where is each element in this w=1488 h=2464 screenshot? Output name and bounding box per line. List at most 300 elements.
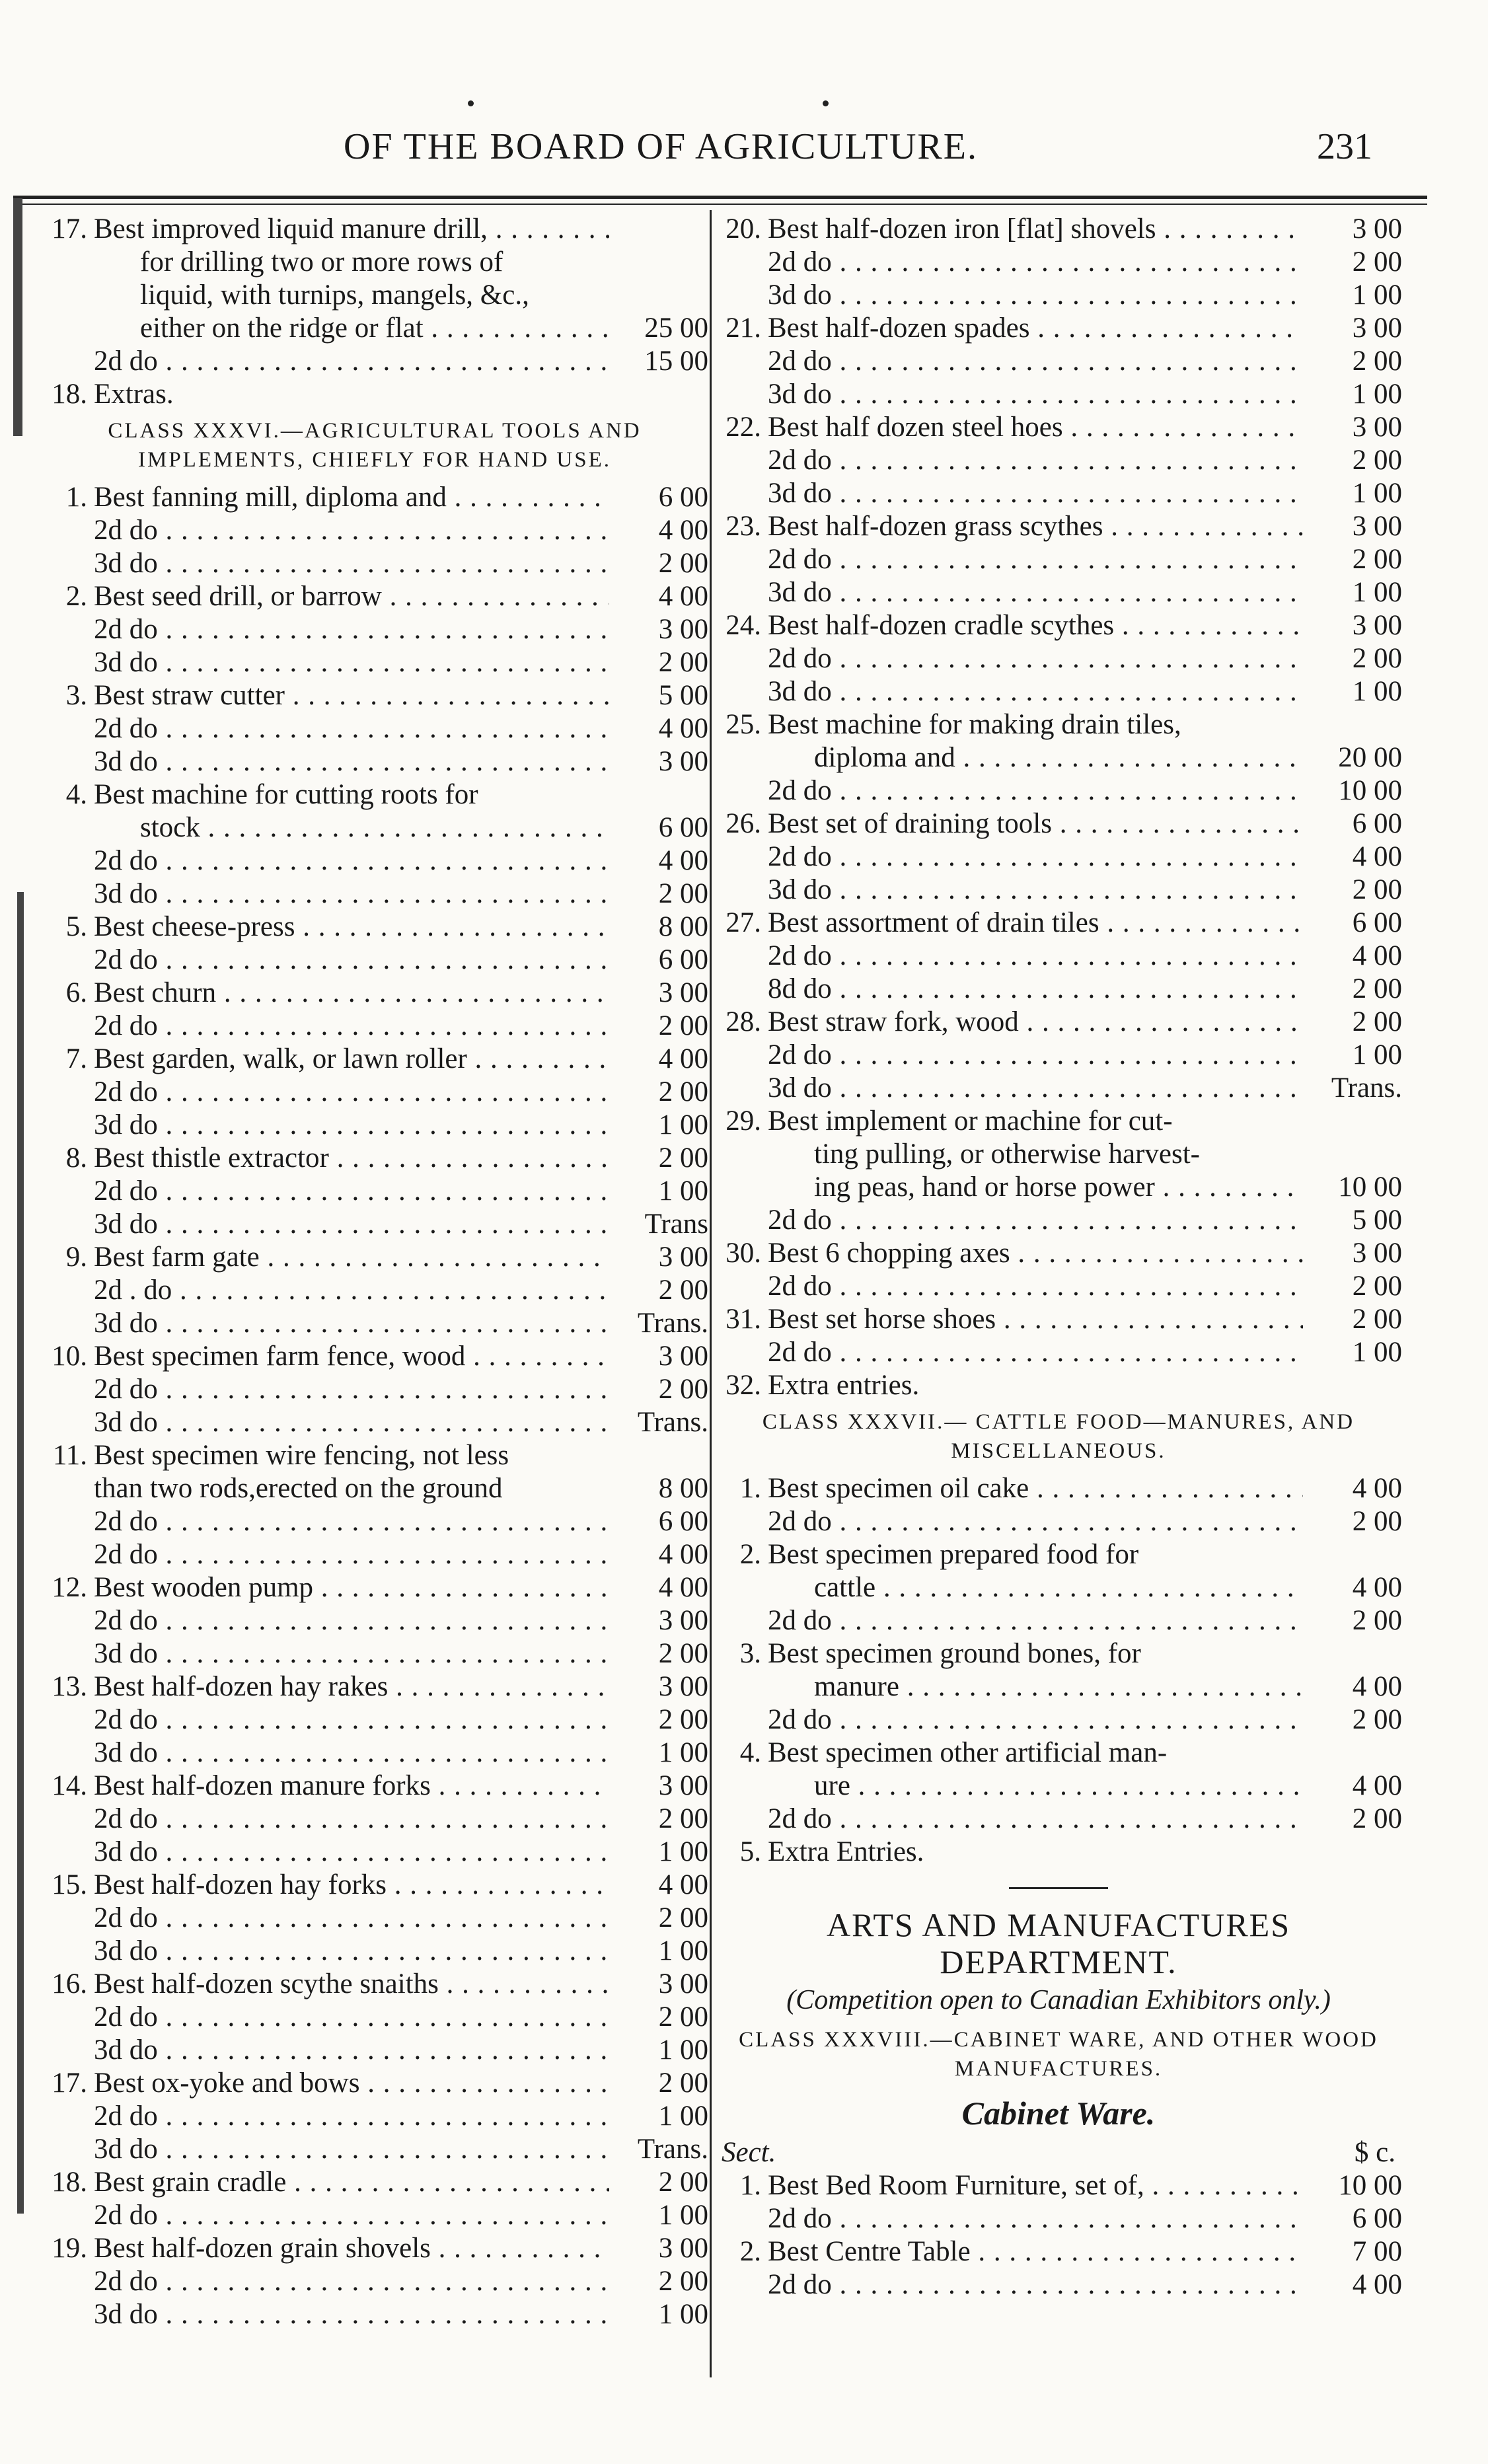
prize-list-entry (41, 1307, 708, 1340)
entry-description: 2d do . . . (94, 1703, 609, 1736)
prize-list-entry (715, 1472, 1402, 1505)
entry-description: 3d do . . . (94, 1736, 609, 1770)
entry-description: Best Centre Table . . . (768, 2235, 1303, 2268)
prize-list-entry (41, 844, 708, 877)
entry-prize: 2 00 (658, 2167, 708, 2198)
prize-list-entry (715, 1803, 1402, 1836)
entry-prize: 2 00 (1352, 1506, 1402, 1537)
prize-list-entry (41, 1076, 708, 1109)
entry-description: 2d do . . . (768, 1270, 1303, 1303)
entry-description: 3d do . . . (94, 1109, 609, 1142)
prize-list-entry (41, 213, 708, 246)
prize-list-entry (715, 807, 1402, 840)
entry-description: 2d . do . . . (94, 1274, 609, 1307)
prize-list-entry (715, 1637, 1402, 1670)
entry-prize: 2 00 (658, 1803, 708, 1834)
prize-list-entry (41, 580, 708, 613)
prize-list-entry (41, 1043, 708, 1076)
prize-list-entry (41, 778, 708, 811)
entry-description: Best 6 chopping axes . . . (768, 1237, 1303, 1270)
entry-description: 2d do . . . (768, 1505, 1303, 1538)
prize-list-entry (715, 1770, 1402, 1803)
entry-description: liquid, with turnips, mangels, &c., (140, 280, 529, 311)
prize-list-entry (715, 2235, 1402, 2268)
prize-list-entry (41, 481, 708, 514)
entry-prize: 1 00 (658, 1109, 708, 1140)
prize-list-entry (41, 1208, 708, 1241)
entry-description: Best cheese-press . . . (94, 911, 609, 944)
entry-description: Extra Entries. (768, 1836, 924, 1867)
entry-prize: 1 00 (1352, 676, 1402, 707)
entry-description: 2d do . . . (94, 2100, 609, 2133)
entry-prize: 4 00 (1352, 1770, 1402, 1801)
entry-description: 2d do . . . (94, 1604, 609, 1637)
entry-description: Best half-dozen scythe snaiths . . . (94, 1968, 609, 2001)
prize-list-entry (41, 2199, 708, 2232)
entry-number: 12. (52, 1572, 87, 1603)
entry-number: 4. (739, 1737, 761, 1768)
entry-number: 17. (52, 2068, 87, 2099)
entry-description: Best half-dozen spades . . . (768, 312, 1303, 345)
entry-number: 1. (739, 1473, 761, 1504)
entry-prize: 6 00 (658, 1506, 708, 1537)
entry-description: Best Bed Room Furniture, set of, . . . (768, 2169, 1303, 2202)
prize-list-entry (41, 1472, 708, 1505)
entry-description: 2d do . . . (768, 642, 1303, 675)
prize-list-entry (41, 345, 708, 378)
prize-list-entry (41, 1836, 708, 1869)
entry-description: ting pulling, or otherwise harvest- (814, 1139, 1200, 1170)
prize-list-entry (41, 1670, 708, 1703)
prize-list-entry (41, 1175, 708, 1208)
entry-prize: 2 00 (1352, 1704, 1402, 1735)
prize-list-entry (715, 1505, 1402, 1538)
prize-list-entry (41, 1142, 708, 1175)
running-header: OF THE BOARD OF AGRICULTURE. (344, 126, 978, 167)
entry-prize: 6 00 (1352, 808, 1402, 839)
entry-prize: 1 00 (658, 1737, 708, 1768)
prize-list-entry (715, 1105, 1402, 1138)
entry-prize: 2 00 (1352, 544, 1402, 575)
entry-prize: 3 00 (658, 746, 708, 777)
entry-description: Best specimen other artificial man- (768, 1737, 1168, 1768)
prize-list-entry (41, 547, 708, 580)
column-divider (710, 210, 712, 2377)
entry-description: Best straw fork, wood . . . (768, 1006, 1303, 1039)
prize-list-entry (715, 1736, 1402, 1770)
entry-prize: 2 00 (658, 1374, 708, 1405)
entry-description: 2d do . . . (94, 1902, 609, 1935)
entry-number: 3. (65, 680, 87, 711)
prize-list-entry (41, 1538, 708, 1571)
entry-prize: 3 00 (1352, 313, 1402, 344)
entry-prize: 6 00 (1352, 907, 1402, 938)
entry-number: 2. (739, 1539, 761, 1570)
entry-description: 3d do . . . (768, 675, 1303, 708)
entry-prize: 2 00 (1352, 874, 1402, 905)
prize-list-entry (715, 543, 1402, 576)
entry-prize: 2 00 (1352, 643, 1402, 674)
entry-prize: 2 00 (1352, 1271, 1402, 1302)
entry-prize: 6 00 (658, 944, 708, 975)
prize-list-entry (715, 477, 1402, 510)
entry-prize: 10 00 (1338, 1172, 1402, 1203)
prize-list-entry (715, 1604, 1402, 1637)
entry-description: 2d do . . . (768, 1703, 1303, 1736)
entry-number: 2. (739, 2236, 761, 2267)
entry-number: 14. (52, 1770, 87, 1801)
entry-description: 3d do . . . (94, 2298, 609, 2331)
entry-prize: 3 00 (1352, 412, 1402, 443)
entry-prize: 4 00 (1352, 2269, 1402, 2300)
entry-description: 2d do . . . (94, 1803, 609, 1836)
entry-prize: 4 00 (1352, 1671, 1402, 1702)
prize-list-entry (41, 977, 708, 1010)
prize-list-entry (715, 1138, 1402, 1171)
prize-list-entry (41, 1770, 708, 1803)
entry-prize: 8 00 (658, 911, 708, 942)
entry-prize: 1 00 (658, 1176, 708, 1207)
entry-description: 3d do . . . (94, 1307, 609, 1340)
entry-prize: 1 00 (1352, 280, 1402, 311)
entry-number: 22. (725, 412, 761, 443)
entry-description: 2d do . . . (94, 2001, 609, 2034)
entry-description: Extras. (94, 379, 174, 410)
entry-number: 21. (725, 313, 761, 344)
entry-prize: 8 00 (658, 1473, 708, 1504)
entry-description: Best specimen prepared food for (768, 1539, 1139, 1570)
prize-list-entry (41, 2100, 708, 2133)
entry-prize: 1 00 (658, 2200, 708, 2231)
entry-description: either on the ridge or flat . . . (94, 312, 609, 345)
prize-list-entry (41, 2232, 708, 2265)
entry-prize: 2 00 (658, 1638, 708, 1669)
entry-description: Best set of draining tools . . . (768, 807, 1303, 840)
entry-prize: 1 00 (658, 2101, 708, 2132)
entry-prize: Trans. (1331, 1072, 1402, 1103)
entry-prize: 3 00 (658, 2233, 708, 2264)
prize-list-entry (715, 576, 1402, 609)
entry-description: 2d do . . . (94, 613, 609, 646)
prize-list-entry (41, 811, 708, 844)
entry-description: Best half-dozen hay forks . . . (94, 1869, 609, 1902)
prize-list-entry (41, 1439, 708, 1472)
entry-description: 3d do . . . (94, 1406, 609, 1439)
entry-number: 2. (65, 581, 87, 612)
prize-list-entry (715, 1538, 1402, 1571)
prize-list-entry (41, 279, 708, 312)
entry-number: 5. (65, 911, 87, 942)
entry-prize: 2 00 (658, 878, 708, 909)
prize-list-entry (41, 877, 708, 911)
prize-list-entry (715, 378, 1402, 411)
entry-description: 2d do . . . (768, 1039, 1303, 1072)
entry-number: 23. (725, 511, 761, 542)
entry-prize: 4 00 (658, 845, 708, 876)
entry-prize: Trans. (637, 1308, 708, 1339)
entry-description: Best improved liquid manure drill, . . . (94, 213, 609, 246)
entry-description: 3d do . . . (94, 1836, 609, 1869)
entry-prize: 3 00 (658, 1671, 708, 1702)
right-column (715, 213, 1402, 2301)
entry-description: 3d do . . . (768, 576, 1303, 609)
entry-description: 3d do . . . (94, 2133, 609, 2166)
entry-prize: 3 00 (658, 1242, 708, 1273)
prize-list-entry (41, 944, 708, 977)
entry-prize: 2 00 (658, 1010, 708, 1041)
entry-description: than two rods,erected on the ground (94, 1473, 503, 1504)
entry-description: 3d do . . . (768, 1072, 1303, 1105)
prize-list-entry (41, 1340, 708, 1373)
section-subheading: Cabinet Ware. (961, 2095, 1156, 2132)
entry-description: 2d do . . . (768, 2202, 1303, 2235)
entry-description: 2d do . . . (94, 1373, 609, 1406)
entry-description: 2d do . . . (768, 940, 1303, 973)
entry-description: Best ox-yoke and bows . . . (94, 2067, 609, 2100)
prize-list-entry (715, 1072, 1402, 1105)
entry-prize: 20 00 (1338, 742, 1402, 773)
entry-prize: 4 00 (658, 1043, 708, 1074)
entry-prize: 2 00 (1352, 346, 1402, 377)
entry-prize: 4 00 (658, 1539, 708, 1570)
prize-list-entry (715, 1039, 1402, 1072)
entry-prize: 4 00 (1352, 940, 1402, 971)
entry-prize: 4 00 (658, 713, 708, 744)
entry-prize: Trans. (637, 1407, 708, 1438)
entry-description: diploma and . . . (768, 741, 1303, 774)
entry-description: for drilling two or more rows of (140, 246, 503, 278)
prize-list-entry (715, 1006, 1402, 1039)
prize-list-entry (715, 1369, 1402, 1402)
entry-number: 32. (725, 1370, 761, 1401)
entry-prize: 2 00 (658, 1704, 708, 1735)
entry-description: Best half-dozen cradle scythes . . . (768, 609, 1303, 642)
entry-description: 3d do . . . (94, 1935, 609, 1968)
prize-list-entry (41, 312, 708, 345)
prize-list-entry (41, 911, 708, 944)
class-heading: CLASS XXXVIII.—CABINET WARE, AND OTHER WOOD MANUFACTURES. (739, 2028, 1378, 2081)
entry-number: 20. (725, 213, 761, 244)
prize-list-entry (715, 642, 1402, 675)
prize-list-entry (715, 675, 1402, 708)
entry-number: 7. (65, 1043, 87, 1074)
prize-list-entry (715, 1336, 1402, 1369)
entry-description: 3d do . . . (768, 874, 1303, 907)
prize-list-entry (41, 2166, 708, 2199)
entry-prize: 2 00 (1352, 445, 1402, 476)
entry-description: Best wooden pump . . . (94, 1571, 609, 1604)
entry-description: Best thistle extractor . . . (94, 1142, 609, 1175)
entry-number: 19. (52, 2233, 87, 2264)
entry-description: Best implement or machine for cut- (768, 1105, 1173, 1137)
entry-prize: 2 00 (1352, 1304, 1402, 1335)
entry-number: 3. (739, 1638, 761, 1669)
entry-prize: 2 00 (658, 1142, 708, 1174)
entry-description: 2d do . . . (94, 514, 609, 547)
entry-prize: 1 00 (658, 2299, 708, 2330)
entry-description: 2d do . . . (768, 1604, 1303, 1637)
prize-list-entry (715, 1571, 1402, 1604)
entry-prize: 6 00 (1352, 2203, 1402, 2234)
prize-list-entry (715, 1204, 1402, 1237)
prize-list-entry (715, 1270, 1402, 1303)
entry-prize: 3 00 (1352, 213, 1402, 244)
entry-prize: 3 00 (658, 1605, 708, 1636)
entry-prize: 2 00 (658, 548, 708, 579)
prize-list-entry (41, 1406, 708, 1439)
entry-description: 3d do . . . (94, 646, 609, 679)
entry-prize: 1 00 (1352, 1337, 1402, 1368)
page-number: 231 (1317, 126, 1372, 167)
entry-number: 27. (725, 907, 761, 938)
entry-prize: 2 00 (658, 2266, 708, 2297)
entry-description: Best assortment of drain tiles . . . (768, 907, 1303, 940)
entry-number: 9. (65, 1242, 87, 1273)
entry-prize: 4 00 (1352, 1572, 1402, 1603)
entry-description: 3d do . . . (94, 1208, 609, 1241)
entry-description: Best specimen ground bones, for (768, 1638, 1141, 1669)
entry-description: 3d do . . . (94, 1637, 609, 1670)
prize-list-entry (41, 679, 708, 712)
prize-list-entry (41, 1935, 708, 1968)
prize-list-entry (715, 1237, 1402, 1270)
entry-prize: 3 00 (658, 614, 708, 645)
header-rule (13, 196, 1427, 199)
prize-list-entry (41, 712, 708, 745)
entry-prize: 10 00 (1338, 2170, 1402, 2201)
entry-description: 2d do . . . (94, 712, 609, 745)
prize-list-entry (41, 246, 708, 279)
entry-prize: 6 00 (658, 482, 708, 513)
prize-list-entry (41, 745, 708, 778)
entry-description: 3d do . . . (768, 477, 1303, 510)
entry-description: 3d do . . . (768, 378, 1303, 411)
entry-description: stock . . . (94, 811, 609, 844)
entry-prize: 1 00 (1352, 1039, 1402, 1070)
entry-description: 2d do . . . (94, 345, 609, 378)
entry-description: 2d do . . . (768, 1204, 1303, 1237)
class-heading: CLASS XXXVI.—AGRICULTURAL TOOLS AND IMPLEMENTS, CHIEFLY FOR HAND USE. (108, 419, 642, 472)
prize-list-entry (715, 213, 1402, 246)
entry-prize: 1 00 (658, 2035, 708, 2066)
entry-prize: 2 00 (1352, 973, 1402, 1004)
entry-number: 25. (725, 709, 761, 740)
entry-description: Extra entries. (768, 1370, 920, 1401)
entry-description: 3d do . . . (94, 547, 609, 580)
prize-list-entry (41, 1736, 708, 1770)
prize-list-entry (41, 2034, 708, 2067)
prize-list-entry (715, 1171, 1402, 1204)
entry-description: 2d do . . . (768, 543, 1303, 576)
prize-list-entry (41, 1274, 708, 1307)
entry-description: 2d do . . . (94, 1010, 609, 1043)
prize-list-entry (715, 345, 1402, 378)
entry-prize: 25 00 (644, 313, 708, 344)
entry-description: Best set horse shoes . . . (768, 1303, 1303, 1336)
prize-list-entry (41, 2265, 708, 2298)
entry-number: 13. (52, 1671, 87, 1702)
entry-prize: 1 00 (1352, 577, 1402, 608)
entry-description: Best machine for making drain tiles, (768, 709, 1181, 740)
prize-list-entry (41, 1109, 708, 1142)
entry-description: Best garden, walk, or lawn roller . . . (94, 1043, 609, 1076)
entry-number: 10. (52, 1341, 87, 1372)
entry-prize: 6 00 (658, 812, 708, 843)
entry-prize: 15 00 (644, 346, 708, 377)
entry-number: 1. (65, 482, 87, 513)
sect-label: Sect. (722, 2137, 776, 2168)
entry-number: 28. (725, 1006, 761, 1037)
prize-list-entry (715, 246, 1402, 279)
entry-prize: 4 00 (658, 1572, 708, 1603)
entry-description: 2d do . . . (768, 840, 1303, 874)
entry-number: 15. (52, 1869, 87, 1900)
prize-list-entry (715, 741, 1402, 774)
prize-list-entry (41, 1505, 708, 1538)
entry-number: 30. (725, 1238, 761, 1269)
entry-prize: 2 00 (658, 2001, 708, 2033)
prize-list-entry (41, 1373, 708, 1406)
section-divider (1009, 1887, 1108, 1889)
entry-prize: 4 00 (658, 1869, 708, 1900)
entry-description: 2d do . . . (94, 1175, 609, 1208)
entry-prize: 3 00 (1352, 1238, 1402, 1269)
prize-list-entry (41, 2133, 708, 2166)
prize-list-entry (715, 708, 1402, 741)
prize-list-entry (41, 1637, 708, 1670)
prize-list-entry (41, 1869, 708, 1902)
entry-prize: 3 00 (658, 1770, 708, 1801)
entry-description: Best machine for cutting roots for (94, 779, 478, 810)
entry-description: 2d do . . . (768, 1336, 1303, 1369)
prize-list-entry (715, 510, 1402, 543)
prize-list-entry (41, 1604, 708, 1637)
entry-description: Best farm gate . . . (94, 1241, 609, 1274)
prize-list-entry (41, 646, 708, 679)
prize-list-entry (41, 514, 708, 547)
entry-description: manure . . . (768, 1670, 1303, 1703)
entry-number: 31. (725, 1304, 761, 1335)
prize-list-entry (41, 1241, 708, 1274)
entry-description: Best specimen farm fence, wood . . . (94, 1340, 609, 1373)
entry-number: 17. (52, 213, 87, 244)
entry-description: 3d do . . . (768, 279, 1303, 312)
entry-description: ure . . . (768, 1770, 1303, 1803)
entry-prize: 1 00 (1352, 379, 1402, 410)
entry-prize: 2 00 (658, 1275, 708, 1306)
entry-prize: 2 00 (658, 1076, 708, 1107)
entry-number: 11. (52, 1440, 87, 1471)
prize-list-entry (715, 444, 1402, 477)
entry-prize: 4 00 (1352, 841, 1402, 872)
entry-description: Best churn . . . (94, 977, 609, 1010)
entry-prize: 3 00 (658, 1341, 708, 1372)
entry-prize: 4 00 (1352, 1473, 1402, 1504)
entry-description: 2d do . . . (94, 1076, 609, 1109)
entry-description: Best seed drill, or barrow . . . (94, 580, 609, 613)
prize-list-entry (41, 1902, 708, 1935)
entry-description: 2d do . . . (768, 444, 1303, 477)
entry-description: cattle . . . (768, 1571, 1303, 1604)
entry-description: Best half-dozen grain shovels . . . (94, 2232, 609, 2265)
entry-number: 16. (52, 1968, 87, 1999)
entry-description: Best fanning mill, diploma and . . . (94, 481, 609, 514)
entry-description: 3d do . . . (94, 745, 609, 778)
header-rule-thin (13, 204, 1427, 205)
entry-description: Best half dozen steel hoes . . . (768, 411, 1303, 444)
prize-list-entry (715, 907, 1402, 940)
prize-list-entry (715, 279, 1402, 312)
